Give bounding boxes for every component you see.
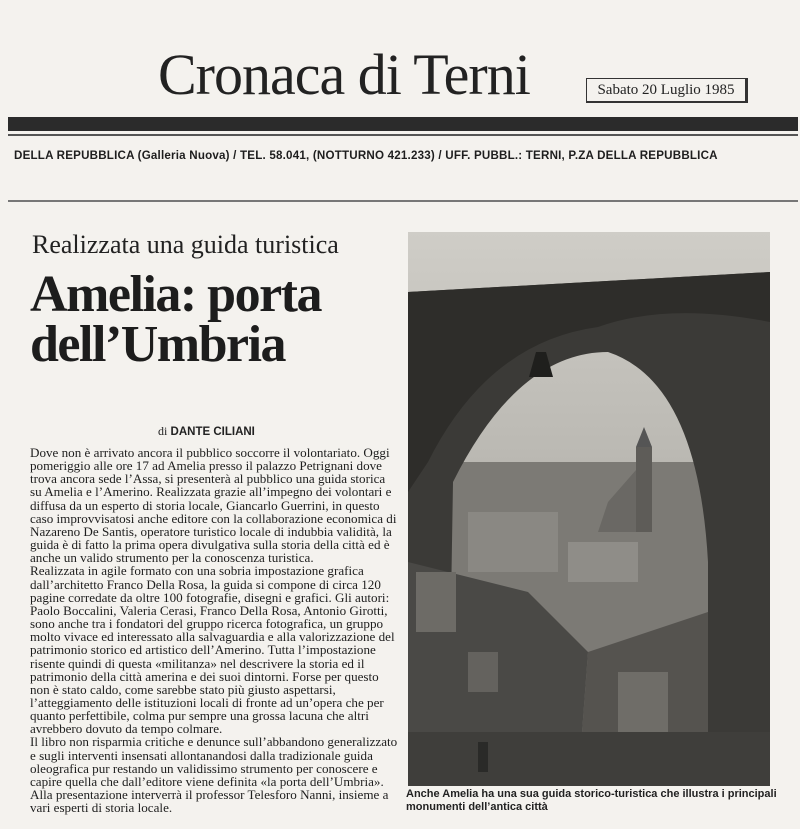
article-kicker: Realizzata una guida turistica [32,230,339,259]
photo-caption: Anche Amelia ha una sua guida storico-turistica che illustra i principali monumenti dell’antica città [406,788,777,813]
byline-prefix: di [158,424,168,438]
article-paragraph: Il libro non risparmia critiche e denunce sull’abbandono generalizzato e sugli interventi insensati allontanandosi dalla tradizionale guida oleografica pur restando un validissimo strumento per conoscere e capire quella che dall’editore viene definita «la porta dell’Umbria». Alla presentazione interverrà il professor Telesforo Nanni, insieme a vari esperti di storia locale. [30,734,398,816]
section-divider [8,200,798,202]
article-paragraph: Dove non è arrivato ancora il pubblico soccorre il volontariato. Oggi pomeriggio alle ore 17 ad Amelia presso il palazzo Petrignani dove trova ancora sede l’Assa, si presenterà al pubblico una guida storica su Amelia e l’Amerino. Realizzata grazie all’impegno dei volontari e diffusa da un esperto di storia locale, Giancarlo Guerrini, in questo caso improvvisatosi anche editore con la collaborazione economica di Nazareno De Santis, operatore turistico locale di indubbia validità, la guida è di fatto la prima opera divulgativa sulla storia della città ed è anche un valido strumento per la conoscenza turistica. [30,445,397,566]
byline-author: DANTE CILIANI [170,426,255,438]
masthead-rule [8,117,798,131]
amelia-arch-photo [408,232,770,786]
article-body [30,446,398,814]
article-photo [408,232,770,786]
masthead-title: Cronaca di Terni [158,42,530,107]
office-address-line: DELLA REPUBBLICA (Galleria Nuova) / TEL. 58.041, (NOTTURNO 421.233) / UFF. PUBBL.: TERNI, P.ZA DELLA REPUBBLICA [14,149,718,162]
masthead-thin-rule [8,134,798,136]
article-byline [158,424,378,439]
headline-line-2: dell’Umbria [30,316,286,373]
publication-date: Sabato 20 Luglio 1985 [586,78,748,103]
headline-line-1: Amelia: porta [30,266,321,323]
article-headline [30,266,410,373]
article-paragraph: Realizzata in agile formato con una sobria impostazione grafica dall’architetto Franco Della Rosa, la guida si compone di circa 120 pagine corredate da oltre 100 fotografie, disegni e grafici. Gli autori: Paolo Boccalini, Valeria Cerasi, Franco Della Rosa, Antonio Girotti, sono anche tra i fondatori del gruppo ricerca fotografica, un gruppo molto vivace ed interessato alla salvaguardia e alla valorizzazione del patrimonio storico ed artistico dell’Amerino. Tutta l’impostazione risente quindi di questa «militanza» nel descrivere la storia ed il patrimonio della città amerina e dei suoi dintorni. Forse per questo non è stato caldo, come sarebbe stato più giusto aspettarsi, l’atteggiamento delle istituzioni locali di fronte ad un’opera che per quanto perfettibile, colma pur sempre una grossa lacuna che altri avrebbero dovuto da tempo colmare. [30,563,395,737]
